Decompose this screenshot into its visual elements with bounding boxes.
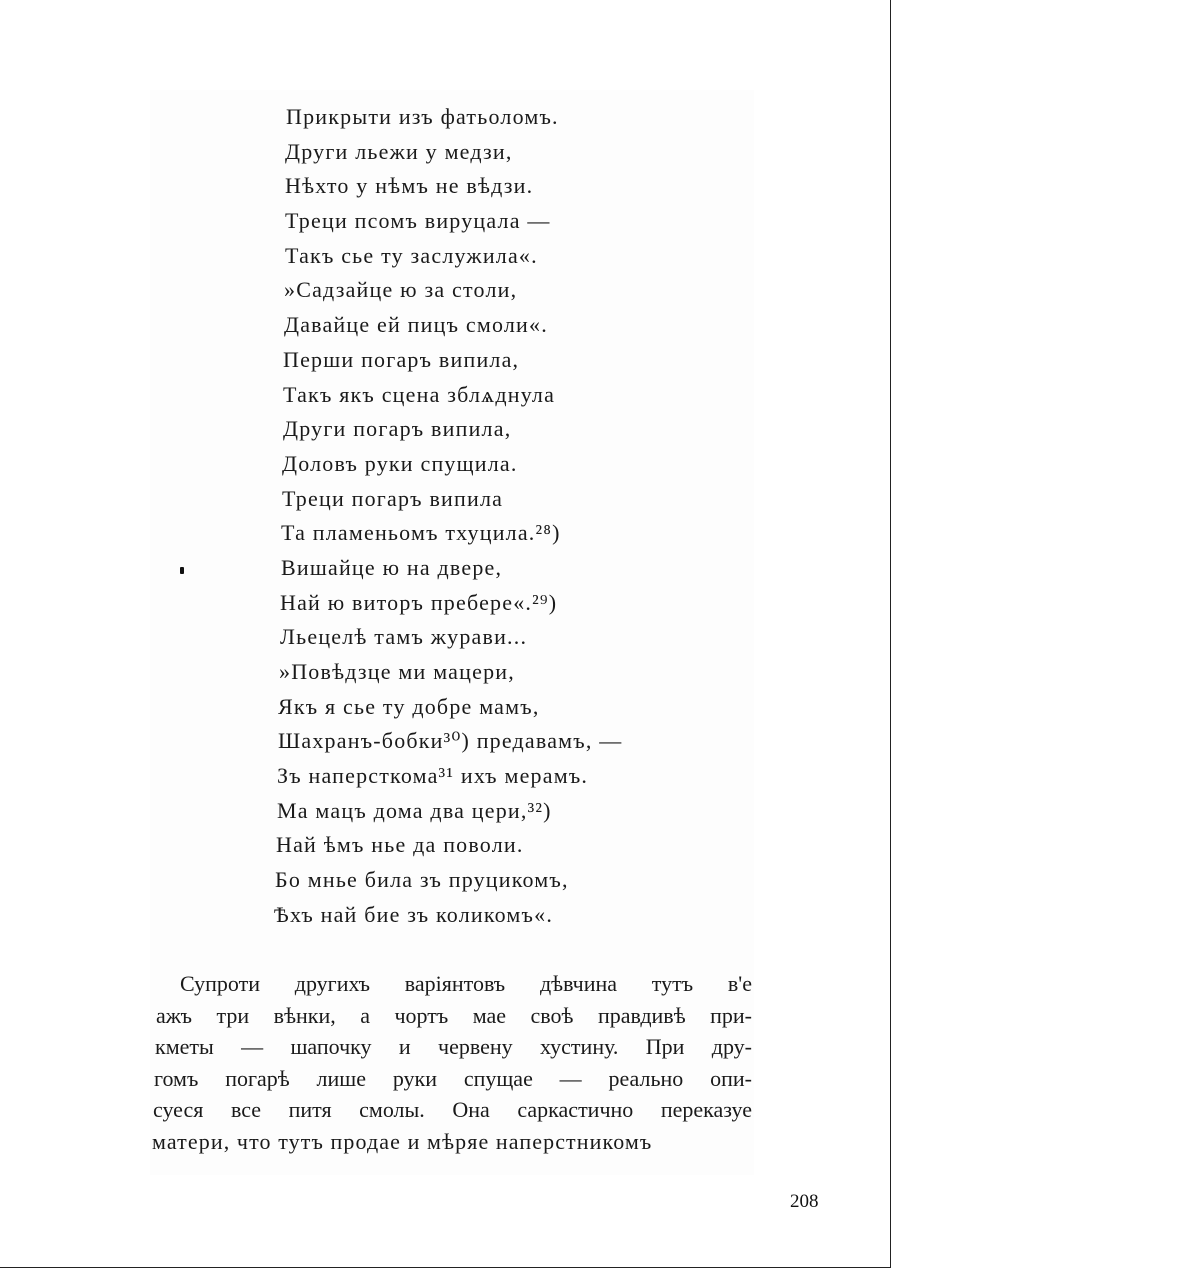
poem-line: Льецелѣ тамъ журави... <box>280 624 528 650</box>
poem-line: Ма мацъ дома два цери,³²) <box>277 797 552 823</box>
poem-line: Нѣхто у нѣмъ не вѣдзи. <box>285 173 534 199</box>
poem-line: Якъ я сье ту добре мамъ, <box>278 693 540 719</box>
poem-line: Вишайце ю на двере, <box>281 554 503 580</box>
poem-line: Зъ наперсткома³¹ ихъ мерамъ. <box>277 763 589 789</box>
poem-line: Бо мнье била зъ пруцикомъ, <box>275 867 569 893</box>
poem-line: Перши погаръ випила, <box>283 346 520 372</box>
poem-line: Такъ якъ сцена зблѧднула <box>283 381 556 407</box>
poem-line: »Повѣдзце ми мацери, <box>279 659 515 684</box>
poem-line: Ѣхъ най бие зъ коликомъ«. <box>274 901 554 927</box>
ink-speck <box>180 567 184 574</box>
poem-line: Най ю виторъ пребере«.²⁹) <box>280 589 558 615</box>
poem-line: Шахранъ-бобки³⁰) предавамъ, — <box>278 728 623 754</box>
prose-line: Супроти другихъ варіянтовъ дѣвчина тутъ в'е <box>180 971 752 996</box>
prose-line: матери, что тутъ продае и мѣряе наперстникомъ <box>152 1128 653 1154</box>
prose-line: кметы — шапочку и червену хустину. При дру- <box>155 1034 752 1060</box>
poem-line: Доловъ руки спущила. <box>282 450 518 476</box>
poem-line: »Садзайце ю за столи, <box>284 277 518 303</box>
poem-line: Други льежи у медзи, <box>285 138 513 164</box>
poem-line: Треци погаръ випила <box>282 485 504 511</box>
poem-line: Треци псомъ вируцала — <box>285 208 551 234</box>
poem-block <box>274 100 622 933</box>
poem-line: Такъ сье ту заслужила«. <box>285 242 538 268</box>
prose-line: гомъ погарѣ лише руки спущае — реально опи- <box>154 1065 752 1091</box>
prose-line: суеся все питя смолы. Она саркастично переказуе <box>153 1097 752 1123</box>
page-number: 208 <box>790 1191 819 1212</box>
prose-line: ажъ три вѣнки, а чортъ мае своѣ правдивѣ при- <box>156 1002 752 1028</box>
poem-line: Други погаръ випила, <box>283 416 512 442</box>
poem-line: Давайце ей пицъ смоли«. <box>284 312 548 338</box>
prose-paragraph <box>152 968 752 1158</box>
poem-line: Та пламеньомъ тхуцила.²⁸) <box>281 520 561 546</box>
poem-line: Прикрыти изъ фатьоломъ. <box>286 104 559 129</box>
poem-line: Най ѣмъ нье да поволи. <box>276 832 524 858</box>
